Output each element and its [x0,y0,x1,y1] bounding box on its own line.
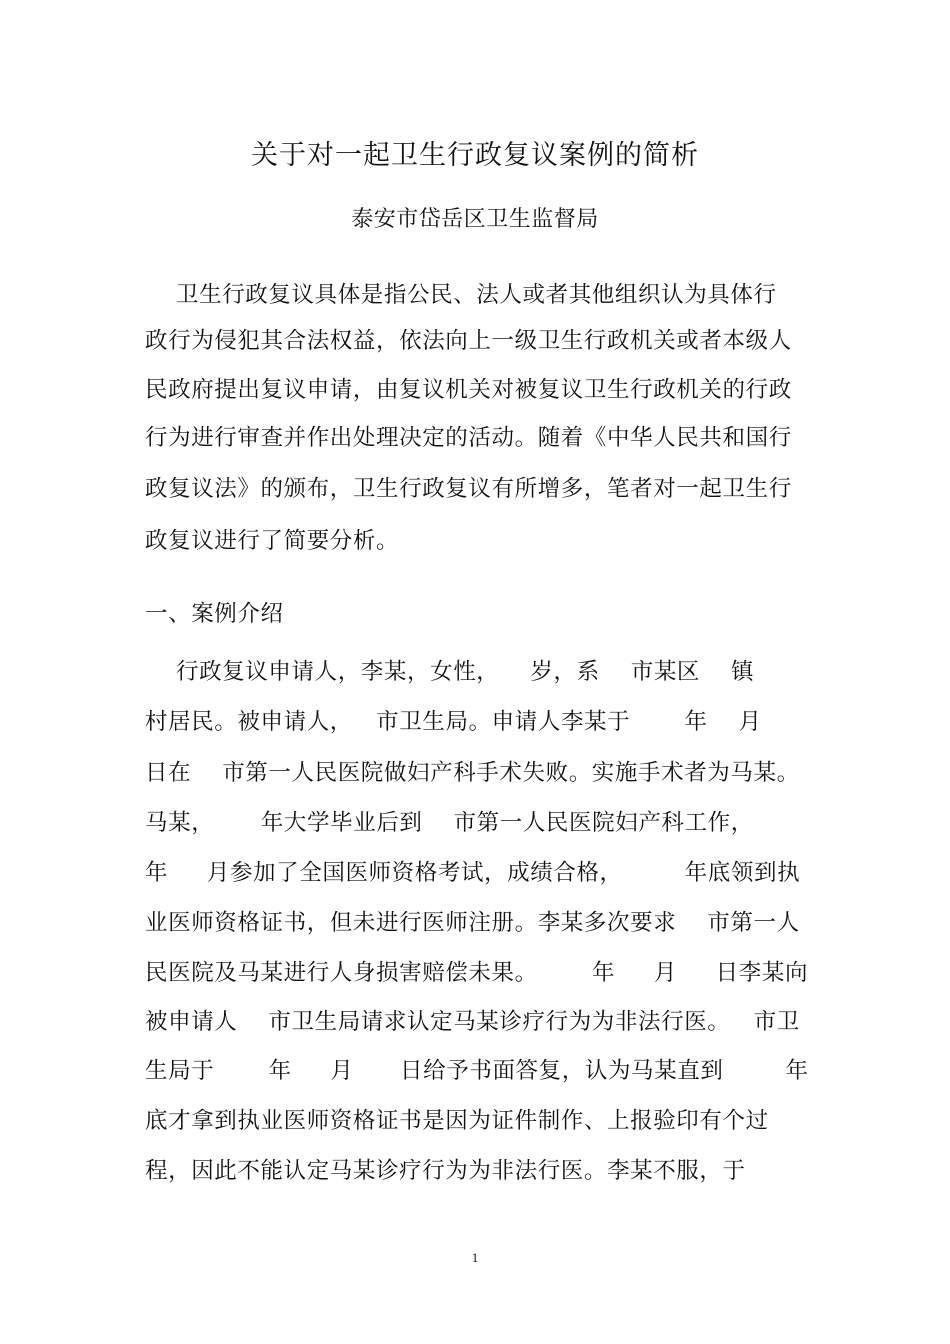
body-line: 日在 市第一人民医院做妇产科手术失败。实施手术者为马某。 [145,760,800,786]
body-line: 程，因此不能认定马某诊疗行为为非法行医。李某不服，于 [145,1158,746,1184]
body-line: 生局于 年 月 日给予书面答复，认为马某直到 年 [145,1058,809,1084]
body-line: 马某， 年大学毕业后到 市第一人民医院妇产科工作， [145,810,754,836]
document-title: 关于对一起卫生行政复议案例的简析 [251,140,699,171]
section-heading: 一、案例介绍 [145,601,284,627]
body-line: 被申请人 市卫生局请求认定马某诊疗行为为非法行医。 市卫 [145,1009,800,1035]
body-line: 民政府提出复议申请，由复议机关对被复议卫生行政机关的行政 [145,377,792,403]
page-number: 1 [471,1250,479,1265]
body-line: 政复议法》的颁布，卫生行政复议有所增多，笔者对一起卫生行 [145,476,792,502]
body-line: 行为进行审查并作出处理决定的活动。随着《中华人民共和国行 [145,425,792,451]
body-line: 年 月参加了全国医师资格考试，成绩合格， 年底领到执 [145,860,801,886]
body-line: 政复议进行了简要分析。 [145,528,400,554]
body-line: 底才拿到执业医师资格证书是因为证件制作、上报验印有个过 [145,1108,769,1134]
body-line: 行政复议申请人，李某，女性， 岁，系 市某区 镇 [145,659,755,685]
body-line: 卫生行政复议具体是指公民、法人或者其他组织认为具体行 [145,282,777,308]
body-line: 政行为侵犯其合法权益，依法向上一级卫生行政机关或者本级人 [145,328,792,354]
body-line: 村居民。被申请人， 市卫生局。申请人李某于 年 月 [145,709,762,735]
body-line: 业医师资格证书，但未进行医师注册。李某多次要求 市第一人 [145,910,800,936]
body-line: 民医院及马某进行人身损害赔偿未果。 年 月 日李某向 [145,960,809,986]
document-author: 泰安市岱岳区卫生监督局 [351,207,599,232]
